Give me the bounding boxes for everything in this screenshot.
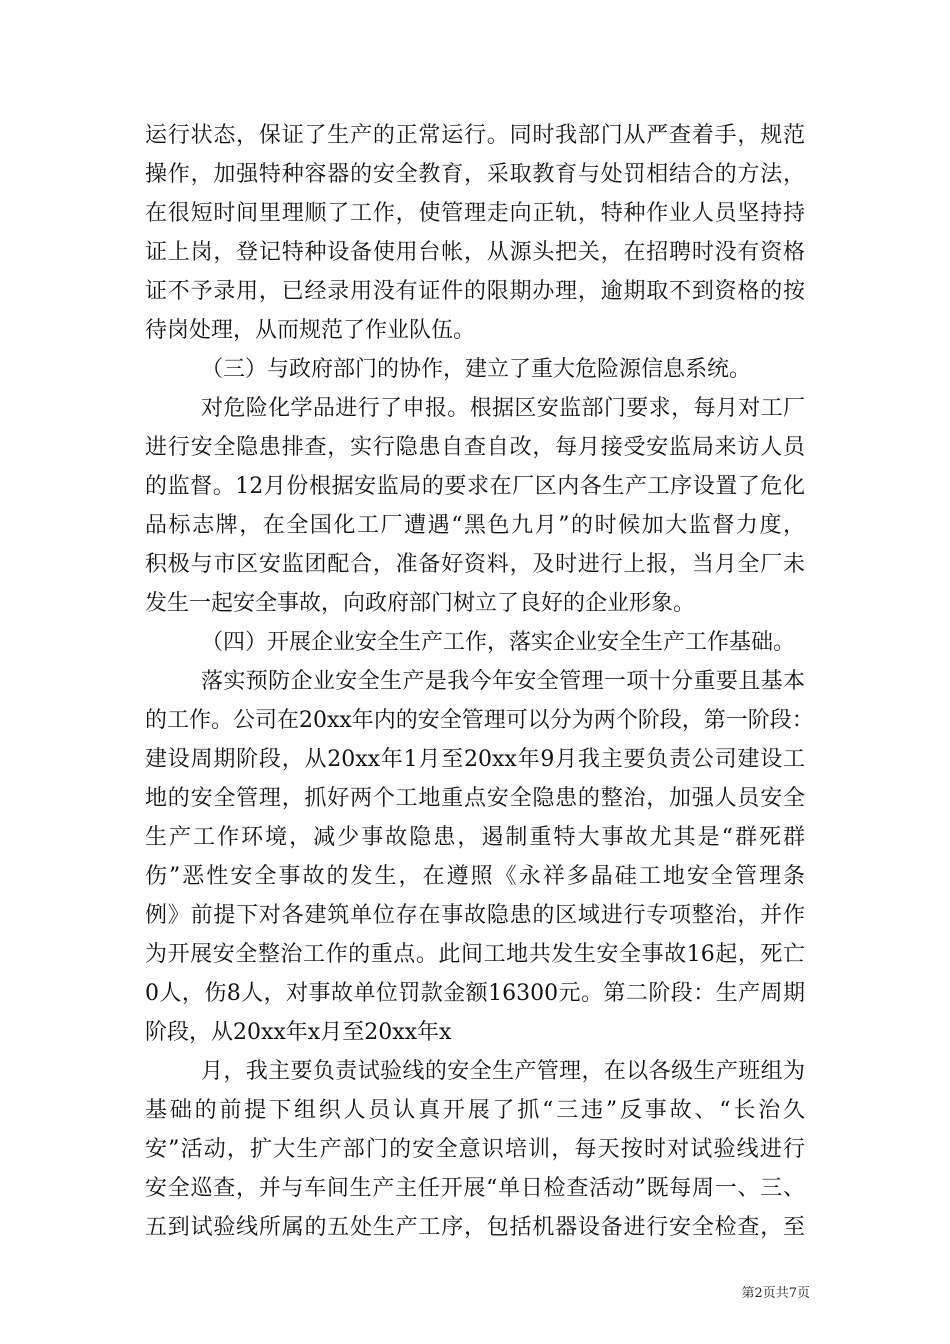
text-line: 操作，加强特种容器的安全教育，采取教育与处罚相结合的方法， [145,162,805,187]
text-line: 落实预防企业安全生产是我今年安全管理一项十分重要且基本 [201,669,805,694]
text-line: 五到试验线所属的五处生产工序，包括机器设备进行安全检查，至 [145,1215,805,1240]
text-line: 运行状态，保证了生产的正常运行。同时我部门从严查着手，规范 [145,123,805,148]
text-line: 安全巡查，并与车间生产主任开展“单日检查活动”既每周一、三、 [145,1176,805,1201]
text-line: 0人，伤8人，对事故单位罚款金额16300元。第二阶段：生产周期 [145,981,805,1006]
text-line: 安”活动，扩大生产部门的安全意识培训，每天按时对试验线进行 [145,1137,805,1162]
page-number: 第2页共7页 [741,1286,810,1301]
text-line: 证不予录用，已经录用没有证件的限期办理，逾期取不到资格的按 [145,279,805,304]
text-line: 品标志牌，在全国化工厂遭遇“黑色九月”的时候加大监督力度， [145,513,805,538]
text-line: 地的安全管理，抓好两个工地重点安全隐患的整治，加强人员安全 [145,786,805,811]
text-line: 伤”恶性安全事故的发生，在遵照《永祥多晶硅工地安全管理条 [145,864,805,889]
text-line: 待岗处理，从而规范了作业队伍。 [145,318,476,343]
text-line: 月，我主要负责试验线的安全生产管理，在以各级生产班组为 [201,1059,805,1084]
section-heading: （四）开展企业安全生产工作，落实企业安全生产工作基础。 [201,630,796,655]
text-line: 为开展安全整治工作的重点。此间工地共发生安全事故16起，死亡 [145,942,805,967]
text-line: 进行安全隐患排查，实行隐患自查自改，每月接受安监局来访人员 [145,435,805,460]
text-line: 在很短时间里理顺了工作，使管理走向正轨，特种作业人员坚持持 [145,201,805,226]
text-line: 发生一起安全事故，向政府部门树立了良好的企业形象。 [145,591,696,616]
text-line: 的监督。12月份根据安监局的要求在厂区内各生产工序设置了危化 [145,474,805,499]
text-line: 基础的前提下组织人员认真开展了抓“三违”反事故、“长治久 [145,1098,805,1123]
text-line: 阶段，从20xx年x月至20xx年x [145,1020,452,1045]
text-line: 建设周期阶段，从20xx年1月至20xx年9月我主要负责公司建设工 [145,747,805,772]
text-line: 对危险化学品进行了申报。根据区安监部门要求，每月对工厂 [201,396,805,421]
text-line: 的工作。公司在20xx年内的安全管理可以分为两个阶段，第一阶段： [145,708,814,733]
text-line: 证上岗，登记特种设备使用台帐，从源头把关，在招聘时没有资格 [145,240,805,265]
text-line: 积极与市区安监团配合，准备好资料，及时进行上报，当月全厂未 [145,552,805,577]
text-line: 例》前提下对各建筑单位存在事故隐患的区域进行专项整治，并作 [145,903,805,928]
text-line: 生产工作环境，减少事故隐患，遏制重特大事故尤其是“群死群 [145,825,805,850]
section-heading: （三）与政府部门的协作，建立了重大危险源信息系统。 [201,357,752,382]
